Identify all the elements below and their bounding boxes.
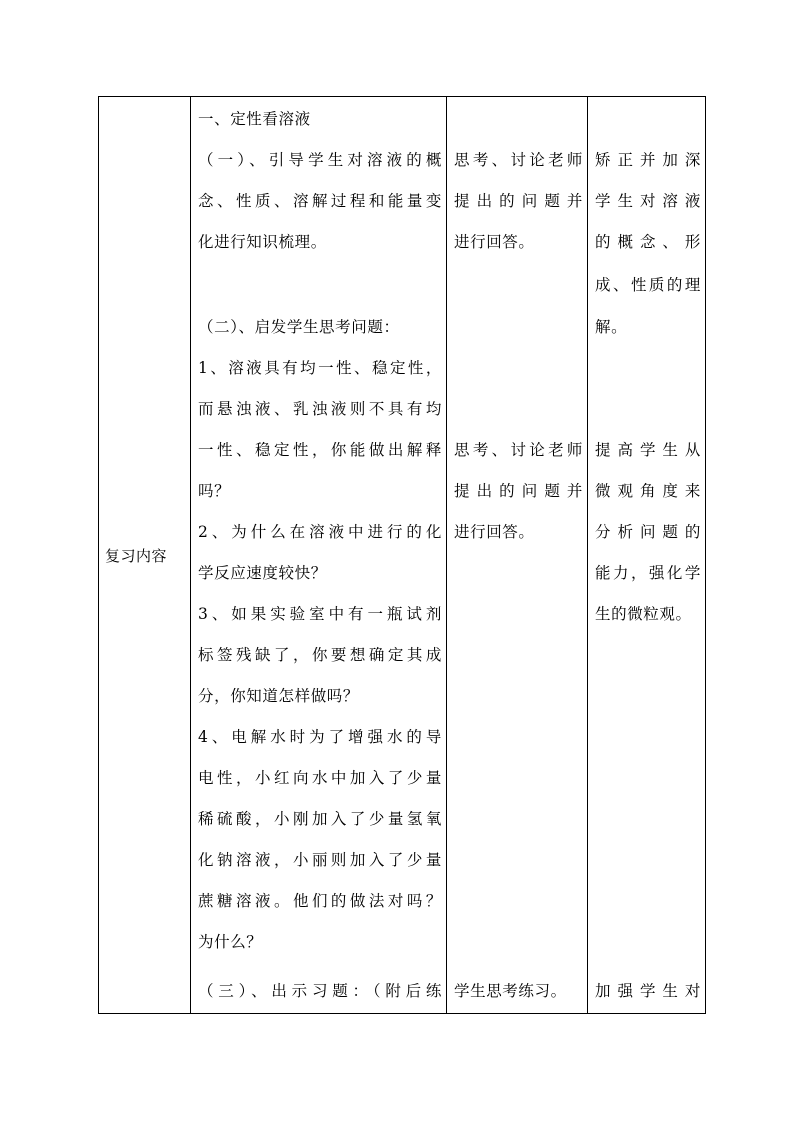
student-b2-line-2: 提出的问题并 — [454, 482, 583, 500]
student-b1-line-3: 进行回答。 — [454, 233, 535, 251]
lesson-plan-table — [98, 96, 706, 1014]
student-b3-line-1: 学生思考练习。 — [454, 982, 567, 1000]
content-heading: 一、定性看溶液 — [198, 110, 311, 128]
q3-line-2: 标签残缺了，你要想确定其成 — [198, 646, 442, 664]
section1-line-3: 化进行知识梳理。 — [198, 233, 327, 251]
q2-line-2: 学反应速度较快？ — [198, 564, 327, 582]
intent-b1-line-1: 矫正并加深 — [595, 151, 701, 169]
q1-line-4: 吗？ — [198, 482, 231, 500]
intent-b1-line-3: 的概念、形 — [595, 233, 701, 251]
q3-line-3: 分，你知道怎样做吗？ — [198, 687, 360, 705]
q1-line-2: 而悬浊液、乳浊液则不具有均 — [198, 400, 442, 418]
section3-line: （三）、出示习题：（附后练 — [198, 982, 442, 1000]
q4-line-2: 电性，小红向水中加入了少量 — [198, 769, 442, 787]
intent-b1-line-5: 解。 — [595, 318, 628, 336]
intent-b1-line-2: 学生对溶液 — [595, 192, 701, 210]
intent-b2-line-5: 生的微粒观。 — [595, 605, 692, 623]
student-b1-line-1: 思考、讨论老师 — [454, 151, 583, 169]
row-label-cell — [99, 97, 191, 1014]
q2-line-1: 2、为什么在溶液中进行的化 — [198, 523, 442, 541]
student-b2-line-3: 进行回答。 — [454, 523, 535, 541]
q4-line-6: 为什么？ — [198, 933, 263, 951]
q4-line-5: 蔗糖溶液。他们的做法对吗？ — [198, 892, 442, 910]
design-intent-cell — [588, 97, 706, 1014]
intent-b2-line-4: 能力，强化学 — [595, 564, 701, 582]
section2-title: （二）、启发学生思考问题： — [198, 318, 400, 336]
q4-line-1: 4、电解水时为了增强水的导 — [198, 728, 442, 746]
student-b2-line-1: 思考、讨论老师 — [454, 441, 583, 459]
student-b1-line-2: 提出的问题并 — [454, 192, 583, 210]
intent-b2-line-3: 分析问题的 — [595, 523, 701, 541]
q4-line-3: 稀硫酸，小刚加入了少量氢氧 — [198, 810, 442, 828]
intent-b3-line-1: 加强学生对 — [595, 982, 701, 1000]
q3-line-1: 3、如果实验室中有一瓶试剂 — [198, 605, 442, 623]
intent-b1-line-4: 成、性质的理 — [595, 276, 701, 294]
q1-line-1: 1、溶液具有均一性、稳定性， — [198, 359, 442, 377]
q4-line-4: 化钠溶液，小丽则加入了少量 — [198, 851, 442, 869]
row-label: 复习内容 — [105, 546, 168, 565]
student-activity-cell — [447, 97, 588, 1014]
intent-b2-line-2: 微观角度来 — [595, 482, 701, 500]
table-row — [99, 97, 706, 1014]
section1-line-1: （一）、引导学生对溶液的概 — [198, 151, 442, 169]
section1-line-2: 念、性质、溶解过程和能量变 — [198, 192, 442, 210]
intent-b2-line-1: 提高学生从 — [595, 441, 701, 459]
teacher-content-cell — [191, 97, 447, 1014]
q1-line-3: 一性、稳定性，你能做出解释 — [198, 441, 442, 459]
